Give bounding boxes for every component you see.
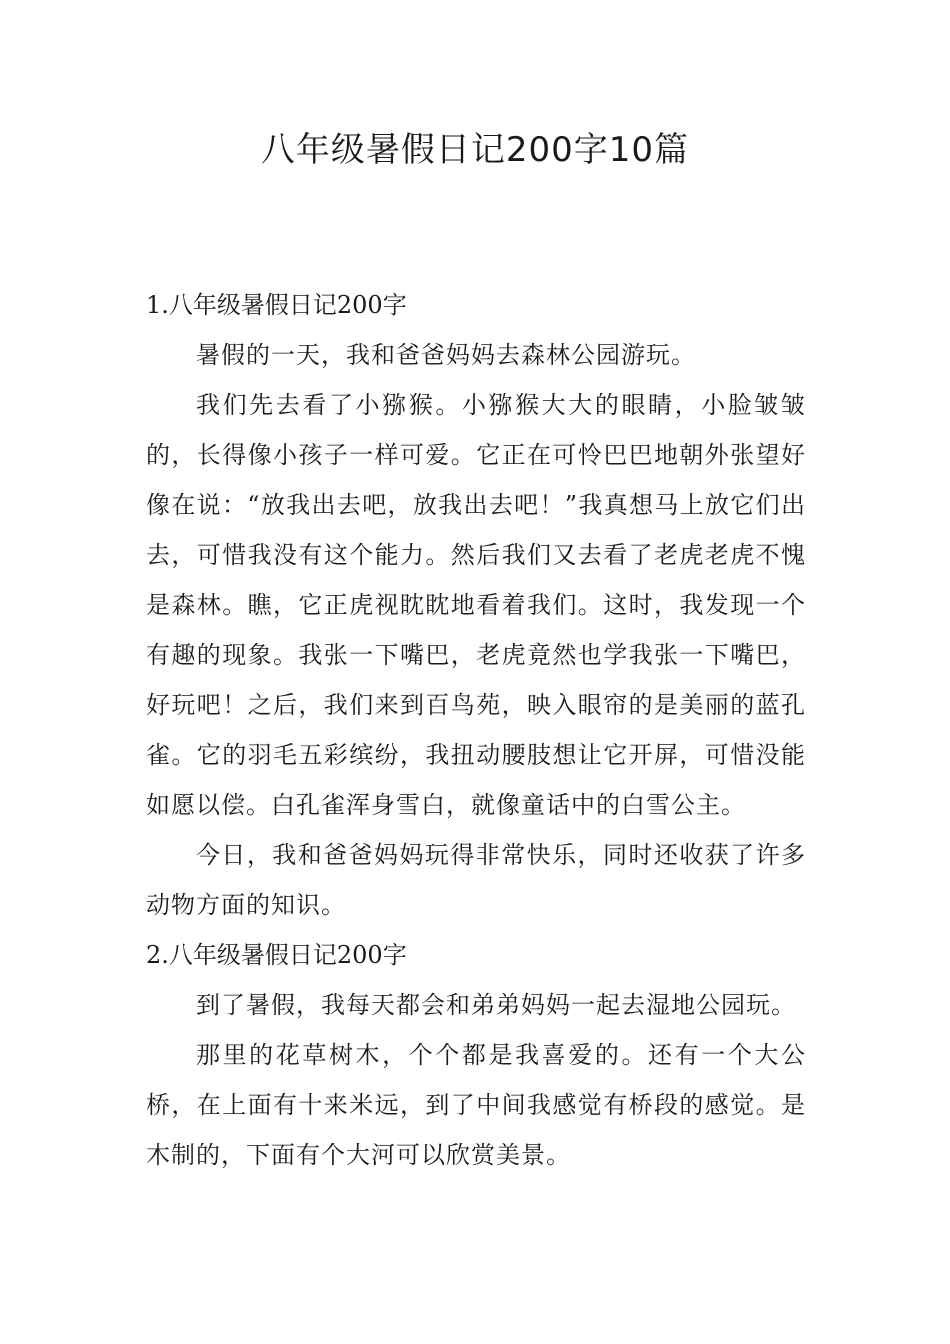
paragraph: 暑假的一天，我和爸爸妈妈去森林公园游玩。 xyxy=(196,341,696,369)
section-2 xyxy=(146,930,806,1180)
document-body xyxy=(146,280,806,1180)
section-heading: 1.八年级暑假日记200字 xyxy=(146,291,407,319)
section-1 xyxy=(146,280,806,930)
paragraph: 今日，我和爸爸妈妈玩得非常快乐，同时还收获了许多动物方面的知识。 xyxy=(146,841,806,919)
paragraph: 我们先去看了小猕猴。小猕猴大大的眼睛，小脸皱皱的，长得像小孩子一样可爱。它正在可怜巴巴地朝外张望好像在说：“放我出去吧，放我出去吧！”我真想马上放它们出去，可惜我没有这个能力。然后我们又去看了老虎老虎不愧是森林。瞧，它正虎视眈眈地看着我们。这时，我发现一个有趣的现象。我张一下嘴巴，老虎竟然也学我张一下嘴巴，好玩吧！之后，我们来到百鸟苑，映入眼帘的是美丽的蓝孔雀。它的羽毛五彩缤纷，我扭动腰肢想让它开屏，可惜没能如愿以偿。白孔雀浑身雪白，就像童话中的白雪公主。 xyxy=(146,391,806,819)
paragraph: 那里的花草树木，个个都是我喜爱的。还有一个大公桥，在上面有十来米远，到了中间我感觉有桥段的感觉。是木制的，下面有个大河可以欣赏美景。 xyxy=(146,1041,806,1169)
document-title: 八年级暑假日记200字10篇 xyxy=(260,130,690,170)
paragraph: 到了暑假，我每天都会和弟弟妈妈一起去湿地公园玩。 xyxy=(196,991,796,1019)
section-heading: 2.八年级暑假日记200字 xyxy=(146,941,407,969)
